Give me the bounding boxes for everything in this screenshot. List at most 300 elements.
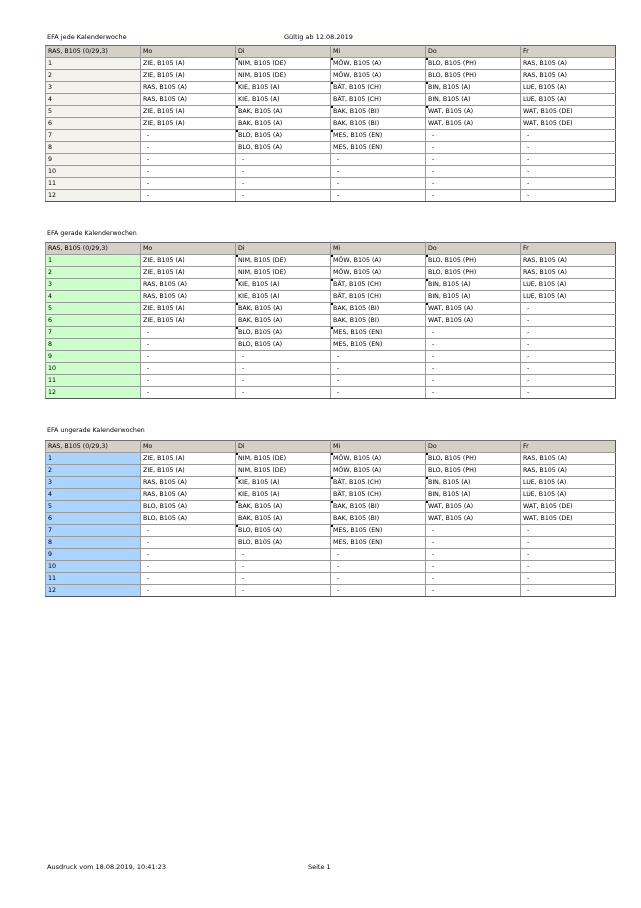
lesson-cell	[426, 106, 521, 118]
cell-text: ZIE, B105 (A)	[143, 269, 185, 276]
cell-text: WAT, B105 (A)	[428, 120, 474, 127]
lesson-cell	[426, 363, 521, 375]
cell-text: MES, B105 (EN)	[333, 527, 383, 534]
cell-text: BLO, B105 (PH)	[428, 60, 477, 67]
cell-text: LUE, B105 (A)	[523, 96, 567, 103]
lesson-cell	[331, 465, 426, 477]
cell-text: -	[147, 587, 150, 594]
cell-text: BAK, B105 (A)	[238, 305, 283, 312]
cell-text: -	[432, 353, 435, 360]
lesson-cell	[521, 537, 616, 549]
timetable-table	[45, 242, 616, 399]
cell-text: -	[432, 192, 435, 199]
lesson-cell	[331, 525, 426, 537]
lesson-cell	[331, 142, 426, 154]
lesson-cell	[331, 154, 426, 166]
lesson-cell	[331, 351, 426, 363]
cell-text: BLO, B105 (A)	[238, 329, 283, 336]
lesson-cell	[236, 255, 331, 267]
cell-text: -	[147, 144, 150, 151]
cell-text: KIE, B105 (A)	[238, 491, 280, 498]
table-row	[46, 82, 616, 94]
cell-text: -	[337, 563, 340, 570]
cell-text: -	[527, 192, 530, 199]
cell-text: -	[242, 377, 245, 384]
cell-text: -	[432, 551, 435, 558]
cell-text: KIE, B105 (A)	[238, 479, 280, 486]
lesson-cell	[521, 70, 616, 82]
cell-text: MES, B105 (EN)	[333, 539, 383, 546]
cell-text: BÄT, B105 (CH)	[333, 491, 382, 498]
lesson-cell	[521, 387, 616, 399]
lesson-cell	[236, 513, 331, 525]
lesson-cell	[331, 279, 426, 291]
period-number	[46, 130, 141, 142]
cell-text: -	[147, 389, 150, 396]
cell-text: -	[147, 341, 150, 348]
period-number	[46, 585, 141, 597]
cell-text: -	[527, 365, 530, 372]
cell-text: BIN, B105 (A)	[428, 84, 471, 91]
cell-text: -	[527, 389, 530, 396]
lesson-cell	[331, 477, 426, 489]
cell-text: -	[527, 329, 530, 336]
table-row	[46, 537, 616, 549]
timetable-table	[45, 45, 616, 202]
lesson-cell	[331, 327, 426, 339]
cell-text: -	[242, 575, 245, 582]
cell-text: RAS, B105 (A)	[523, 467, 567, 474]
cell-text: 7	[48, 132, 53, 139]
cell-text: KIE, B105 (A)	[238, 293, 280, 300]
cell-text: -	[432, 168, 435, 175]
day-header: Do	[426, 46, 521, 58]
table-row	[46, 477, 616, 489]
cell-text: -	[147, 377, 150, 384]
cell-text: -	[337, 575, 340, 582]
lesson-cell	[236, 537, 331, 549]
cell-text: -	[147, 156, 150, 163]
cell-text: ZIE, B105 (A)	[143, 120, 185, 127]
lesson-cell	[521, 585, 616, 597]
table-row	[46, 190, 616, 202]
lesson-cell	[426, 166, 521, 178]
lesson-cell	[141, 537, 236, 549]
table-row	[46, 154, 616, 166]
lesson-cell	[426, 190, 521, 202]
period-number	[46, 351, 141, 363]
block-marker-icon	[331, 327, 334, 330]
lesson-cell	[426, 573, 521, 585]
cell-text: 1	[48, 455, 53, 462]
block-marker-icon	[236, 303, 239, 306]
lesson-cell	[141, 106, 236, 118]
lesson-cell	[426, 513, 521, 525]
lesson-cell	[426, 315, 521, 327]
lesson-cell	[141, 375, 236, 387]
lesson-cell	[331, 94, 426, 106]
table-row	[46, 106, 616, 118]
lesson-cell	[426, 465, 521, 477]
cell-text: 5	[48, 305, 53, 312]
table-row	[46, 130, 616, 142]
table-row	[46, 291, 616, 303]
lesson-cell	[236, 106, 331, 118]
lesson-cell	[521, 118, 616, 130]
cell-text: 12	[48, 192, 57, 199]
valid-from-date: Gültig ab 12.08.2019	[284, 33, 353, 41]
period-number	[46, 94, 141, 106]
block-marker-icon	[331, 453, 334, 456]
cell-text: 4	[48, 96, 53, 103]
table-row	[46, 339, 616, 351]
lesson-cell	[521, 489, 616, 501]
lesson-cell	[141, 166, 236, 178]
period-number	[46, 166, 141, 178]
cell-text: BIN, B105 (A)	[428, 491, 471, 498]
cell-text: -	[527, 539, 530, 546]
cell-text: ZIE, B105 (A)	[143, 257, 185, 264]
period-number	[46, 190, 141, 202]
block-marker-icon	[236, 327, 239, 330]
cell-text: NIM, B105 (DE)	[238, 72, 287, 79]
cell-text: -	[147, 527, 150, 534]
lesson-cell	[521, 303, 616, 315]
period-number	[46, 513, 141, 525]
cell-text: -	[527, 180, 530, 187]
cell-text: -	[432, 144, 435, 151]
lesson-cell	[236, 267, 331, 279]
lesson-cell	[141, 94, 236, 106]
cell-text: -	[432, 341, 435, 348]
block-marker-icon	[331, 303, 334, 306]
cell-text: 11	[48, 575, 57, 582]
lesson-cell	[521, 363, 616, 375]
lesson-cell	[331, 573, 426, 585]
cell-text: RAS, B105 (A)	[143, 96, 187, 103]
table-row	[46, 513, 616, 525]
cell-text: -	[432, 329, 435, 336]
cell-text: BLO, B105 (A)	[238, 341, 283, 348]
cell-text: WAT, B105 (A)	[428, 503, 474, 510]
cell-text: BIN, B105 (A)	[428, 479, 471, 486]
block-marker-icon	[426, 106, 429, 109]
print-timestamp: Ausdruck vom 18.08.2019, 10:41:23	[47, 863, 167, 871]
cell-text: MES, B105 (EN)	[333, 144, 383, 151]
lesson-cell	[236, 327, 331, 339]
lesson-cell	[141, 255, 236, 267]
cell-text: MÖW, B105 (A)	[333, 60, 382, 67]
cell-text: BLO, B105 (A)	[238, 144, 283, 151]
lesson-cell	[236, 190, 331, 202]
cell-text: BAK, B105 (BI)	[333, 108, 380, 115]
lesson-cell	[236, 339, 331, 351]
lesson-cell	[141, 327, 236, 339]
cell-text: ZIE, B105 (A)	[143, 455, 185, 462]
cell-text: 2	[48, 467, 53, 474]
table-row	[46, 142, 616, 154]
cell-text: BLO, B105 (A)	[238, 132, 283, 139]
lesson-cell	[141, 465, 236, 477]
lesson-cell	[331, 70, 426, 82]
cell-text: BAK, B105 (BI)	[333, 515, 380, 522]
day-header: Mo	[141, 441, 236, 453]
block-marker-icon	[236, 255, 239, 258]
cell-text: -	[147, 353, 150, 360]
cell-text: BAK, B105 (A)	[238, 108, 283, 115]
day-header: Mo	[141, 243, 236, 255]
cell-text: -	[527, 305, 530, 312]
lesson-cell	[236, 573, 331, 585]
block-marker-icon	[236, 477, 239, 480]
lesson-cell	[521, 267, 616, 279]
cell-text: BIN, B105 (A)	[428, 293, 471, 300]
table-row	[46, 375, 616, 387]
period-number	[46, 267, 141, 279]
block-marker-icon	[426, 255, 429, 258]
lesson-cell	[426, 549, 521, 561]
table-row	[46, 118, 616, 130]
lesson-cell	[141, 387, 236, 399]
class-label: RAS, B105 (0/29,3)	[46, 46, 141, 58]
cell-text: RAS, B105 (A)	[143, 479, 187, 486]
cell-text: 5	[48, 108, 53, 115]
lesson-cell	[331, 501, 426, 513]
period-number	[46, 465, 141, 477]
cell-text: 8	[48, 144, 53, 151]
cell-text: -	[147, 575, 150, 582]
lesson-cell	[426, 82, 521, 94]
lesson-cell	[521, 453, 616, 465]
period-number	[46, 477, 141, 489]
lesson-cell	[236, 315, 331, 327]
cell-text: MES, B105 (EN)	[333, 341, 383, 348]
cell-text: RAS, B105 (A)	[523, 257, 567, 264]
cell-text: RAS, B105 (A)	[143, 293, 187, 300]
cell-text: -	[527, 144, 530, 151]
lesson-cell	[141, 82, 236, 94]
period-number	[46, 573, 141, 585]
period-number	[46, 339, 141, 351]
cell-text: -	[337, 156, 340, 163]
period-number	[46, 387, 141, 399]
cell-text: BAK, B105 (BI)	[333, 503, 380, 510]
lesson-cell	[521, 327, 616, 339]
cell-text: -	[337, 168, 340, 175]
lesson-cell	[521, 279, 616, 291]
lesson-cell	[521, 549, 616, 561]
lesson-cell	[236, 82, 331, 94]
period-number	[46, 142, 141, 154]
lesson-cell	[236, 387, 331, 399]
page-number: Seite 1	[308, 863, 331, 871]
lesson-cell	[141, 279, 236, 291]
lesson-cell	[331, 513, 426, 525]
lesson-cell	[426, 537, 521, 549]
cell-text: 6	[48, 120, 53, 127]
period-number	[46, 537, 141, 549]
lesson-cell	[236, 70, 331, 82]
lesson-cell	[141, 525, 236, 537]
lesson-cell	[236, 351, 331, 363]
cell-text: -	[527, 317, 530, 324]
timetable-header-row	[46, 243, 616, 255]
lesson-cell	[141, 58, 236, 70]
lesson-cell	[426, 501, 521, 513]
cell-text: -	[242, 563, 245, 570]
period-number	[46, 106, 141, 118]
lesson-cell	[141, 118, 236, 130]
table-row	[46, 58, 616, 70]
cell-text: -	[432, 587, 435, 594]
table-row	[46, 178, 616, 190]
period-number	[46, 489, 141, 501]
cell-text: BAK, B105 (BI)	[333, 317, 380, 324]
cell-text: -	[337, 192, 340, 199]
lesson-cell	[236, 303, 331, 315]
cell-text: BÄT, B105 (CH)	[333, 281, 382, 288]
lesson-cell	[426, 279, 521, 291]
cell-text: RAS, B105 (A)	[143, 491, 187, 498]
lesson-cell	[521, 130, 616, 142]
cell-text: NIM, B105 (DE)	[238, 60, 287, 67]
cell-text: LUE, B105 (A)	[523, 281, 567, 288]
lesson-cell	[236, 363, 331, 375]
cell-text: -	[527, 575, 530, 582]
cell-text: BAK, B105 (A)	[238, 120, 283, 127]
lesson-cell	[426, 118, 521, 130]
period-number	[46, 549, 141, 561]
lesson-cell	[236, 166, 331, 178]
cell-text: -	[432, 539, 435, 546]
cell-text: MÖW, B105 (A)	[333, 269, 382, 276]
cell-text: -	[242, 365, 245, 372]
timetable-title: EFA ungerade Kalenderwochen	[47, 427, 145, 434]
timetable-title: EFA gerade Kalenderwochen	[47, 230, 137, 237]
cell-text: WAT, B105 (DE)	[523, 108, 573, 115]
lesson-cell	[331, 537, 426, 549]
lesson-cell	[426, 267, 521, 279]
table-row	[46, 387, 616, 399]
period-number	[46, 58, 141, 70]
cell-text: -	[147, 551, 150, 558]
period-number	[46, 255, 141, 267]
block-marker-icon	[331, 58, 334, 61]
cell-text: RAS, B105 (A)	[523, 269, 567, 276]
table-row	[46, 94, 616, 106]
cell-text: -	[527, 132, 530, 139]
cell-text: BAK, B105 (A)	[238, 503, 283, 510]
period-number	[46, 363, 141, 375]
cell-text: -	[527, 156, 530, 163]
cell-text: -	[432, 180, 435, 187]
lesson-cell	[426, 130, 521, 142]
block-marker-icon	[331, 106, 334, 109]
cell-text: BLO, B105 (A)	[238, 527, 283, 534]
table-row	[46, 525, 616, 537]
lesson-cell	[331, 303, 426, 315]
lesson-cell	[521, 178, 616, 190]
cell-text: BLO, B105 (PH)	[428, 467, 477, 474]
cell-text: -	[337, 551, 340, 558]
cell-text: -	[432, 389, 435, 396]
cell-text: 7	[48, 329, 53, 336]
day-header: Mo	[141, 46, 236, 58]
lesson-cell	[426, 489, 521, 501]
cell-text: -	[337, 587, 340, 594]
lesson-cell	[141, 513, 236, 525]
cell-text: 1	[48, 257, 53, 264]
lesson-cell	[521, 513, 616, 525]
lesson-cell	[236, 501, 331, 513]
lesson-cell	[236, 477, 331, 489]
lesson-cell	[141, 303, 236, 315]
day-header: Do	[426, 441, 521, 453]
day-header: Di	[236, 243, 331, 255]
lesson-cell	[426, 375, 521, 387]
cell-text: -	[527, 527, 530, 534]
cell-text: MES, B105 (EN)	[333, 329, 383, 336]
period-number	[46, 453, 141, 465]
cell-text: BAK, B105 (A)	[238, 317, 283, 324]
lesson-cell	[426, 525, 521, 537]
lesson-cell	[331, 453, 426, 465]
lesson-cell	[521, 525, 616, 537]
period-number	[46, 501, 141, 513]
lesson-cell	[141, 291, 236, 303]
lesson-cell	[236, 291, 331, 303]
cell-text: 3	[48, 281, 53, 288]
lesson-cell	[331, 561, 426, 573]
lesson-cell	[521, 106, 616, 118]
period-number	[46, 375, 141, 387]
day-header: Fr	[521, 243, 616, 255]
cell-text: KIE, B105 (A)	[238, 96, 280, 103]
timetable-table	[45, 440, 616, 597]
cell-text: LUE, B105 (A)	[523, 491, 567, 498]
block-marker-icon	[236, 453, 239, 456]
cell-text: 8	[48, 341, 53, 348]
day-header: Di	[236, 441, 331, 453]
cell-text: -	[242, 389, 245, 396]
timetable-header-row	[46, 441, 616, 453]
cell-text: -	[337, 353, 340, 360]
cell-text: BAK, B105 (A)	[238, 515, 283, 522]
lesson-cell	[141, 267, 236, 279]
lesson-cell	[236, 130, 331, 142]
cell-text: LUE, B105 (A)	[523, 479, 567, 486]
lesson-cell	[236, 94, 331, 106]
lesson-cell	[521, 58, 616, 70]
block-marker-icon	[236, 130, 239, 133]
lesson-cell	[521, 94, 616, 106]
cell-text: -	[147, 539, 150, 546]
cell-text: -	[432, 365, 435, 372]
lesson-cell	[141, 573, 236, 585]
cell-text: BÄT, B105 (CH)	[333, 96, 382, 103]
day-header: Mi	[331, 46, 426, 58]
lesson-cell	[426, 327, 521, 339]
lesson-cell	[521, 190, 616, 202]
block-marker-icon	[331, 130, 334, 133]
cell-text: KIE, B105 (A)	[238, 84, 280, 91]
cell-text: 12	[48, 389, 57, 396]
block-marker-icon	[426, 453, 429, 456]
period-number	[46, 315, 141, 327]
block-marker-icon	[236, 279, 239, 282]
lesson-cell	[331, 58, 426, 70]
lesson-cell	[521, 561, 616, 573]
